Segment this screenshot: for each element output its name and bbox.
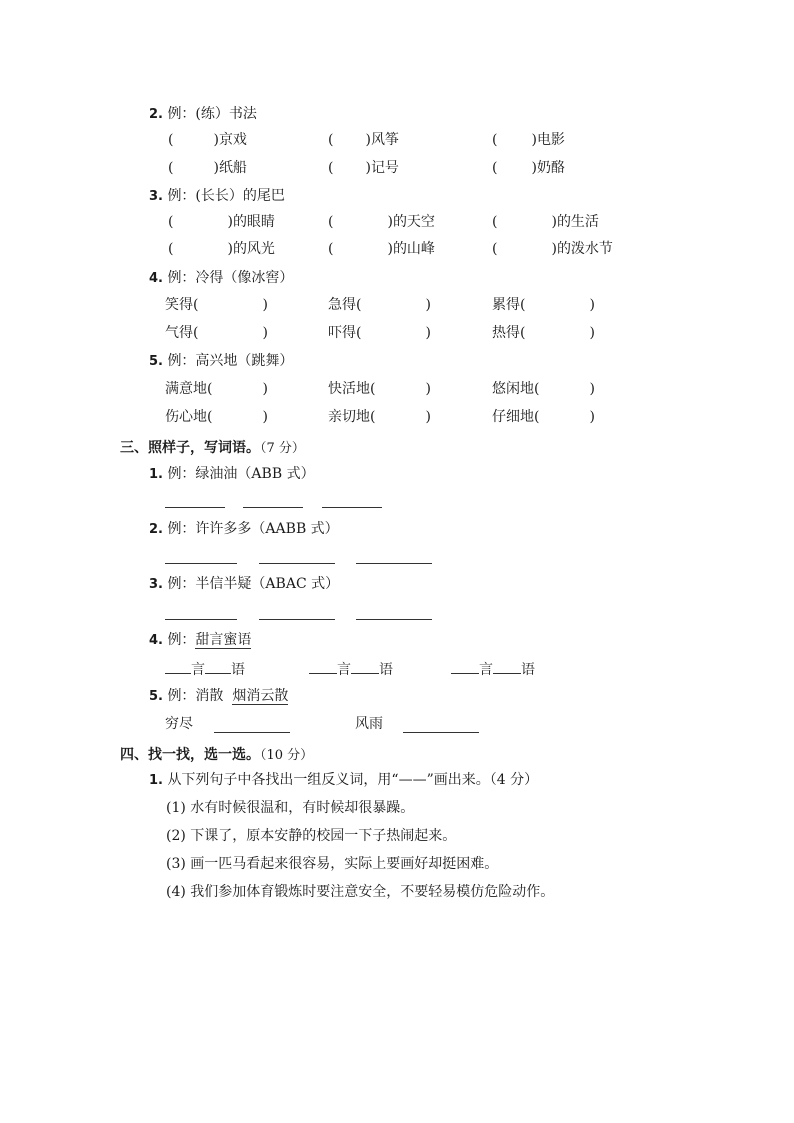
- s3-5-blank-2[interactable]: [403, 732, 479, 733]
- q3-blank-4: ( )的风光: [168, 241, 275, 257]
- q4-item-4: 气得( ): [165, 325, 268, 341]
- s3-2-blank-1[interactable]: [165, 563, 237, 564]
- section4-title: 四、找一找，选一选。（10 分）: [120, 747, 314, 763]
- s4-sentence-2[interactable]: (2) 下课了，原本安静的校园一下子热闹起来。: [166, 828, 457, 844]
- s4-sentence-3[interactable]: (3) 画一匹马看起来很容易，实际上要画好却挺困难。: [166, 856, 499, 872]
- q5-item-6: 仔细地( ): [492, 409, 595, 425]
- s3-3-blank-2[interactable]: [259, 619, 335, 620]
- q2-blank-3: ( )电影: [492, 132, 565, 148]
- s3-item-2: 2. 例：许许多多（AABB 式）: [149, 521, 339, 537]
- s3-4-fill-2: 言 语: [309, 662, 393, 679]
- s3-5-word-2: 风雨: [355, 716, 383, 732]
- q2-blank-6: ( )奶酪: [492, 160, 565, 176]
- q4-item-3: 累得( ): [492, 297, 595, 313]
- s4-q1: 1. 从下列句子中各找出一组反义词，用“——”画出来。（4 分）: [149, 772, 539, 788]
- s3-4-fill-3: 言 语: [451, 662, 535, 679]
- q4-header: 4. 例：冷得（像冰窖）: [149, 270, 294, 286]
- q2-header: 2. 例：(练）书法: [149, 106, 257, 122]
- s4-sentence-4[interactable]: (4) 我们参加体育锻炼时要注意安全，不要轻易模仿危险动作。: [166, 884, 555, 900]
- s3-3-blank-1[interactable]: [165, 619, 237, 620]
- s3-item-4: 4. 例：甜言蜜语: [149, 632, 252, 648]
- q4-item-2: 急得( ): [328, 297, 431, 313]
- q4-item-6: 热得( ): [492, 325, 595, 341]
- q2-blank-5: ( )记号: [328, 160, 399, 176]
- q4-item-5: 吓得( ): [328, 325, 431, 341]
- s3-item-1: 1. 例：绿油油（ABB 式）: [149, 466, 315, 482]
- q5-item-4: 伤心地( ): [165, 409, 268, 425]
- q2-blank-1: ( )京戏: [168, 132, 247, 148]
- s3-1-blank-1[interactable]: [165, 507, 225, 508]
- q3-blank-5: ( )的山峰: [328, 241, 435, 257]
- q3-blank-2: ( )的天空: [328, 214, 435, 230]
- s3-1-blank-3[interactable]: [322, 507, 382, 508]
- section3-title: 三、照样子，写词语。（7 分）: [120, 440, 305, 456]
- q2-blank-2: ( )风筝: [328, 132, 399, 148]
- q3-header: 3. 例：(长长）的尾巴: [149, 188, 285, 204]
- s3-2-blank-3[interactable]: [356, 563, 432, 564]
- s3-5-word-1: 穷尽: [165, 716, 193, 732]
- s3-1-blank-2[interactable]: [243, 507, 303, 508]
- s3-item-3: 3. 例：半信半疑（ABAC 式）: [149, 576, 340, 592]
- s3-3-blank-3[interactable]: [356, 619, 432, 620]
- q5-item-3: 悠闲地( ): [492, 381, 595, 397]
- q5-item-5: 亲切地( ): [328, 409, 431, 425]
- q3-blank-3: ( )的生活: [492, 214, 599, 230]
- q5-item-1: 满意地( ): [165, 381, 268, 397]
- s3-4-fill-1: 言 语: [165, 662, 245, 679]
- q2-blank-4: ( )纸船: [168, 160, 247, 176]
- s3-2-blank-2[interactable]: [259, 563, 335, 564]
- q3-blank-6: ( )的泼水节: [492, 241, 613, 257]
- q4-item-1: 笑得( ): [165, 297, 268, 313]
- q5-item-2: 快活地( ): [328, 381, 431, 397]
- q5-header: 5. 例：高兴地（跳舞）: [149, 353, 294, 369]
- s3-5-blank-1[interactable]: [214, 732, 290, 733]
- q3-blank-1: ( )的眼睛: [168, 214, 275, 230]
- s3-item-5: 5. 例：消散 烟消云散: [149, 688, 289, 704]
- s4-sentence-1[interactable]: (1) 水有时候很温和，有时候却很暴躁。: [166, 800, 415, 816]
